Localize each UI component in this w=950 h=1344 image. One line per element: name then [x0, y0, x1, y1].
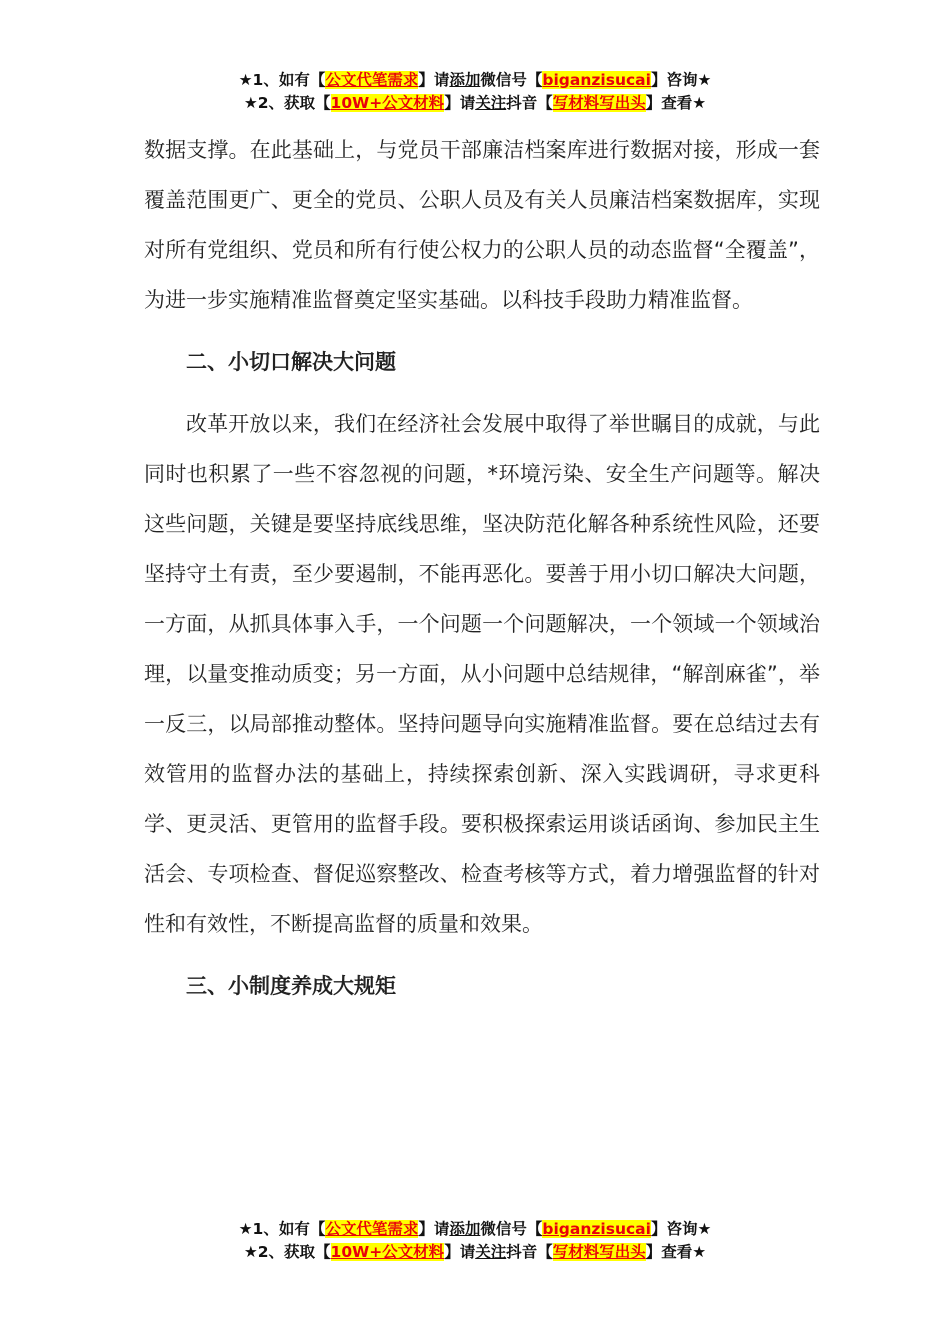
- banner-text: 微信号【: [480, 71, 543, 89]
- banner-text: ★2、获取【: [243, 94, 331, 112]
- highlight-wechat-id: biganzisucai: [542, 1220, 651, 1238]
- section-heading: 三、小制度养成大规矩: [186, 974, 396, 998]
- highlight-douyin-account: 写材料写出头: [552, 94, 646, 112]
- banner-line-1: [0, 69, 950, 92]
- underlined-word: 添加: [449, 1220, 481, 1238]
- underlined-word: 添加: [449, 71, 481, 89]
- banner-text: 】请: [418, 71, 450, 89]
- banner-text: 微信号【: [480, 1220, 543, 1238]
- underlined-word: 关注: [475, 1243, 507, 1261]
- banner-text: ★1、如有【: [238, 1220, 326, 1238]
- banner-line-2: [0, 92, 950, 115]
- body-paragraph: 数据支撑。在此基础上，与党员干部廉洁档案库进行数据对接，形成一套覆盖范围更广、更全的党员、公职人员及有关人员廉洁档案数据库，实现对所有党组织、党员和所有行使公权力的公职人员的动态监督“全覆盖”，为进一步实施精准监督奠定坚实基础。以科技手段助力精准监督。: [144, 138, 820, 312]
- banner-text: 】咨询★: [650, 71, 712, 89]
- highlight-service: 公文代笔需求: [325, 71, 419, 89]
- header-banner: [0, 69, 950, 115]
- banner-line-2: [0, 1241, 950, 1264]
- highlight-service: 公文代笔需求: [325, 1220, 419, 1238]
- banner-text: 】查看★: [645, 1243, 707, 1261]
- highlight-materials: 10W+公文材料: [330, 94, 445, 112]
- highlight-wechat-id: biganzisucai: [542, 71, 651, 89]
- underlined-word: 关注: [475, 94, 507, 112]
- banner-text: 抖音【: [506, 1243, 553, 1261]
- highlight-douyin-account: 写材料写出头: [552, 1243, 646, 1261]
- banner-text: 】请: [418, 1220, 450, 1238]
- banner-text: 】请: [444, 1243, 476, 1261]
- banner-text: ★1、如有【: [238, 71, 326, 89]
- highlight-materials: 10W+公文材料: [330, 1243, 445, 1261]
- banner-line-1: [0, 1218, 950, 1241]
- section-heading: 二、小切口解决大问题: [186, 350, 396, 374]
- banner-text: ★2、获取【: [243, 1243, 331, 1261]
- banner-text: 】咨询★: [650, 1220, 712, 1238]
- document-body: [144, 125, 820, 1023]
- banner-text: 抖音【: [506, 94, 553, 112]
- body-paragraph: 改革开放以来，我们在经济社会发展中取得了举世瞩目的成就，与此同时也积累了一些不容忽视的问题，*环境污染、安全生产问题等。解决这些问题，关键是要坚持底线思维，坚决防范化解各种系统性风险，还要坚持守土有责，至少要遏制，不能再恶化。要善于用小切口解决大问题，一方面，从抓具体事入手，一个问题一个问题解决，一个领域一个领域治理，以量变推动质变；另一方面，从小问题中总结规律，“解剖麻雀”，举一反三，以局部推动整体。坚持问题导向实施精准监督。要在总结过去有效管用的监督办法的基础上，持续探索创新、深入实践调研，寻求更科学、更灵活、更管用的监督手段。要积极探索运用谈话函询、参加民主生活会、专项检查、督促巡察整改、检查考核等方式，着力增强监督的针对性和有效性，不断提高监督的质量和效果。: [144, 412, 820, 936]
- banner-text: 】查看★: [645, 94, 707, 112]
- footer-banner: [0, 1218, 950, 1264]
- banner-text: 】请: [444, 94, 476, 112]
